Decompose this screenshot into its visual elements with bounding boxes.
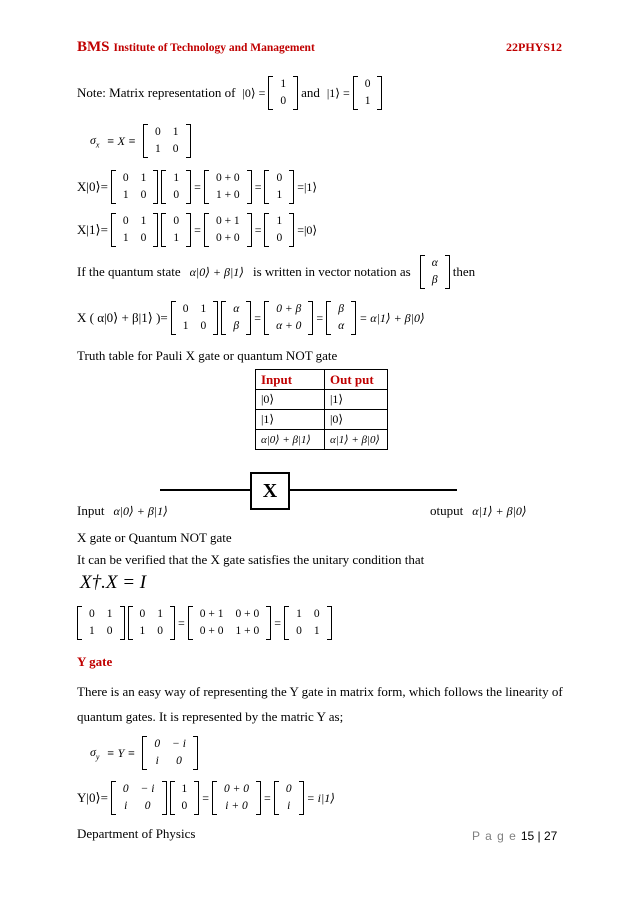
state-expression: α|0⟩ + β|1⟩ [189, 264, 244, 279]
matrix-cell: β [338, 303, 345, 315]
matrix-cell: i [287, 800, 291, 812]
matrix-cell: 0 + 0 [199, 625, 224, 637]
truth-cell: α|1⟩ + β|0⟩ [325, 430, 388, 450]
state-prefix: If the quantum state [77, 264, 181, 279]
sigma-x-definition: ≡ X ≡ [106, 133, 137, 148]
matrix-cell: 0 [313, 608, 320, 620]
matrix-cell: 0 + 1 [199, 608, 224, 620]
matrix-cell: 0 [122, 215, 129, 227]
matrix-cell: 0 [157, 625, 163, 637]
truth-cell: |1⟩ [325, 390, 388, 410]
truth-header-output: Out put [325, 370, 388, 390]
matrix-cell: 1 [106, 608, 113, 620]
x-gate-box [250, 472, 290, 510]
matrix-cell: β [431, 274, 438, 286]
up-eq1: = [178, 615, 185, 630]
xs-sum-matrix [264, 301, 313, 335]
truth-table-caption: Truth table for Pauli X gate or quantum NOT gate [77, 348, 338, 363]
matrix-cell: 0 [200, 320, 207, 332]
y0-result-matrix [274, 781, 304, 815]
state-vector-line [77, 255, 475, 289]
x-gate-label: X [262, 479, 278, 502]
matrix-cell: α [233, 303, 240, 315]
matrix-cell: 1 [89, 625, 95, 637]
y0-eq2: = [264, 790, 271, 805]
matrix-cell: 0 [276, 172, 283, 184]
matrix-cell: 1 [122, 189, 129, 201]
matrix-cell: 0 + 0 [224, 783, 250, 795]
truth-cell: α|0⟩ + β|1⟩ [256, 430, 325, 450]
x1-x-matrix [111, 213, 159, 247]
footer-page-word: P a g e [472, 829, 517, 843]
matrix-cell: 0 [139, 608, 146, 620]
xs-ab-matrix [221, 301, 251, 335]
matrix-cell: 0 + 1 [215, 215, 240, 227]
circuit-input-state: α|0⟩ + β|1⟩ [113, 503, 168, 518]
matrix-cell: 1 + 0 [235, 625, 260, 637]
matrix-cell: 1 [157, 608, 163, 620]
matrix-cell: 1 [313, 625, 320, 637]
x0-ket-matrix [161, 170, 191, 204]
matrix-cell: 1 [276, 189, 283, 201]
matrix-cell: 1 [280, 78, 287, 90]
matrix-cell: 1 [122, 232, 129, 244]
matrix-cell: i + 0 [225, 800, 248, 812]
matrix-cell: 1 [296, 608, 302, 620]
x0-lhs: X|0⟩= [77, 179, 108, 194]
xs-lhs: X ( α|0⟩ + β|1⟩ )= [77, 310, 168, 325]
matrix-cell: 0 [144, 800, 151, 812]
circuit-output-label: otuput [430, 503, 464, 518]
circuit-output-state: α|1⟩ + β|0⟩ [472, 503, 527, 518]
x0-result-matrix [264, 170, 294, 204]
x0-sum-matrix [204, 170, 252, 204]
matrix-cell: 1 [181, 783, 188, 795]
sigma-y-equation [90, 736, 198, 770]
table-row [256, 390, 388, 410]
matrix-cell: 1 [276, 215, 283, 227]
xx-sum-matrix [188, 606, 272, 640]
matrix-cell: 1 [172, 126, 179, 138]
matrix-cell: 1 [140, 215, 147, 227]
x1-result: =|0⟩ [297, 222, 318, 237]
xs-eq1: = [254, 310, 262, 325]
matrix-cell: 1 [173, 172, 180, 184]
circuit-input-label: Input [77, 503, 105, 518]
circuit-output [430, 503, 527, 519]
note-and: and [301, 85, 320, 100]
sigma-x-equation [90, 124, 191, 158]
x1-lhs: X|1⟩= [77, 222, 108, 237]
state-vector-matrix [420, 255, 450, 289]
matrix-cell: 0 [181, 800, 188, 812]
y0-y-matrix [111, 781, 167, 815]
matrix-cell: 1 [155, 143, 161, 155]
x1-eq2: = [254, 222, 262, 237]
table-row [256, 410, 388, 430]
sigma-y-definition: ≡ Y ≡ [106, 745, 136, 760]
ket0-matrix [268, 76, 298, 110]
matrix-cell: 1 [200, 303, 207, 315]
y-paragraph-line-2: quantum gates. It is represented by the matric Y as; [77, 709, 344, 724]
x-gate-caption: X gate or Quantum NOT gate [77, 530, 232, 545]
matrix-cell: 1 [364, 95, 371, 107]
matrix-cell: 0 [276, 232, 283, 244]
x1-sum-matrix [204, 213, 252, 247]
header-bms: BMS [77, 39, 110, 55]
matrix-cell: 0 [280, 95, 287, 107]
y0-lhs: Y|0⟩= [77, 790, 108, 805]
identity-matrix [284, 606, 332, 640]
x0-eq1: = [194, 179, 201, 194]
matrix-cell: 1 [139, 625, 146, 637]
matrix-cell: − i [140, 783, 155, 795]
unitary-equation: X†.X = I [80, 572, 147, 593]
matrix-cell: − i [172, 738, 186, 750]
x0-result: =|1⟩ [297, 179, 318, 194]
unitary-proof-equation [77, 606, 332, 640]
x-gate-circuit [160, 470, 460, 514]
truth-header-input: Input [256, 370, 325, 390]
xs-result: = α|1⟩ + β|0⟩ [359, 310, 425, 325]
y-paragraph-line-1: There is an easy way of representing the Y gate in matrix form, which follows the linearity of [77, 684, 563, 699]
matrix-cell: 0 + 0 [215, 232, 240, 244]
matrix-cell: i [124, 800, 128, 812]
truth-cell: |1⟩ [256, 410, 325, 430]
xs-eq2: = [316, 310, 324, 325]
x0-eq2: = [254, 179, 262, 194]
y0-sum-matrix [212, 781, 261, 815]
matrix-cell: 0 [364, 78, 371, 90]
truth-table-header-row [256, 370, 388, 390]
matrix-cell: 1 [182, 320, 189, 332]
ket1-label: |1⟩ = [326, 85, 350, 100]
xs-result-matrix [326, 301, 356, 335]
matrix-cell: 0 [173, 189, 180, 201]
matrix-cell: 0 [182, 303, 189, 315]
footer-department: Department of Physics [77, 826, 196, 841]
x1-eq1: = [194, 222, 201, 237]
footer-page [472, 827, 557, 845]
state-mid: is written in vector notation as [252, 264, 411, 279]
matrix-cell: 0 [106, 625, 113, 637]
matrix-cell: 0 + β [276, 303, 302, 315]
y0-ket-matrix [170, 781, 200, 815]
note-line [77, 76, 382, 110]
matrix-cell: 0 [285, 783, 292, 795]
xs-x-matrix [171, 301, 219, 335]
matrix-cell: 0 + 0 [235, 608, 260, 620]
matrix-cell: α [431, 257, 438, 269]
matrix-cell: 0 [122, 783, 129, 795]
matrix-cell: 1 [173, 232, 180, 244]
ket0-label: |0⟩ = [242, 85, 266, 100]
xdagger-matrix [77, 606, 125, 640]
matrix-cell: α [338, 320, 345, 332]
matrix-cell: 0 [122, 172, 129, 184]
table-row [256, 430, 388, 450]
matrix-cell: β [233, 320, 240, 332]
matrix-cell: 0 [296, 625, 302, 637]
ket1-matrix [353, 76, 383, 110]
truth-table [255, 369, 388, 450]
matrix-cell: 0 [154, 738, 161, 750]
circuit-wire-right [290, 489, 457, 491]
matrix-cell: i [155, 755, 159, 767]
x0-x-matrix [111, 170, 159, 204]
x1-result-matrix [264, 213, 294, 247]
matrix-cell: 0 [155, 126, 161, 138]
matrix-cell: 0 + 0 [215, 172, 240, 184]
header-course-code: 22PHYS12 [505, 40, 562, 54]
page-header [77, 38, 562, 58]
truth-cell: |0⟩ [325, 410, 388, 430]
matrix-cell: 0 [176, 755, 182, 767]
up-eq2: = [274, 615, 282, 630]
unitary-line: It can be verified that the X gate satisfies the unitary condition that [77, 552, 425, 567]
matrix-cell: 0 [140, 232, 147, 244]
note-prefix: Note: Matrix representation of [77, 85, 236, 100]
y-on-ket0-equation [77, 781, 335, 815]
x-on-state-equation [77, 301, 425, 335]
footer-page-number: 15 | 27 [520, 829, 558, 843]
header-institute: Institute of Technology and Management [113, 42, 315, 54]
sigma-x-symbol: $\sigma_x$ [90, 132, 100, 150]
x-on-ket0-equation [77, 170, 317, 204]
sigma-y-symbol: $\sigma_y$ [90, 744, 100, 762]
matrix-cell: α + 0 [276, 320, 302, 332]
circuit-input [77, 503, 168, 519]
y-gate-heading: Y gate [77, 654, 113, 669]
matrix-cell: 0 [140, 189, 147, 201]
matrix-cell: 1 [140, 172, 147, 184]
y0-result: = i|1⟩ [306, 790, 335, 805]
state-then: then [452, 264, 476, 279]
y0-eq1: = [202, 790, 210, 805]
matrix-cell: 0 [89, 608, 95, 620]
truth-cell: |0⟩ [256, 390, 325, 410]
x1-ket-matrix [161, 213, 191, 247]
matrix-cell: 1 + 0 [215, 189, 240, 201]
matrix-cell: 0 [173, 215, 180, 227]
x-matrix-second [128, 606, 176, 640]
matrix-cell: 0 [172, 143, 179, 155]
circuit-wire-left [160, 489, 250, 491]
x-on-ket1-equation [77, 213, 317, 247]
y-matrix [142, 736, 198, 770]
x-matrix [143, 124, 191, 158]
